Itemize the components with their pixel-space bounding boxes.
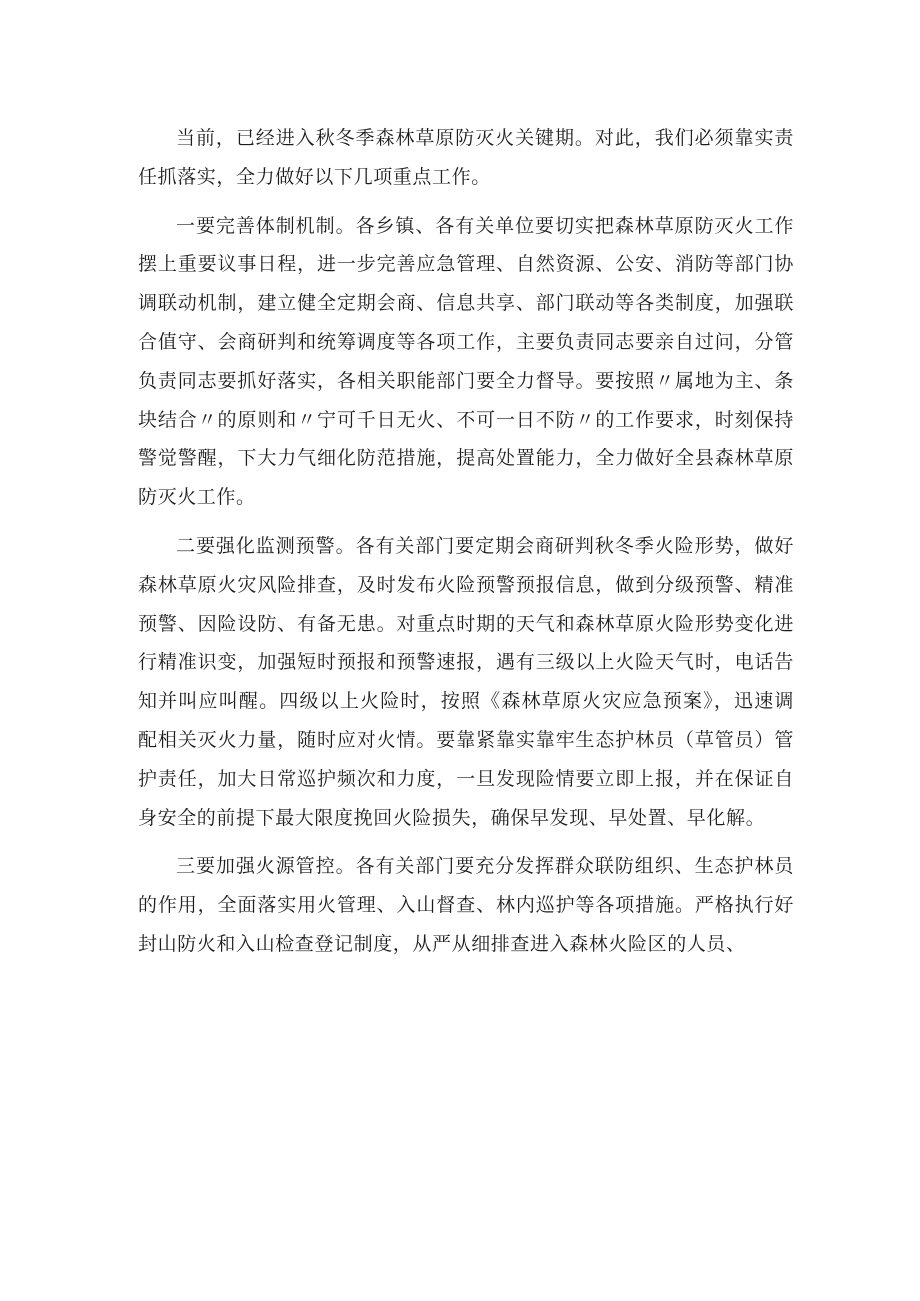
paragraph-fire-source: 三要加强火源管控。各有关部门要充分发挥群众联防组织、生态护林员的作用，全面落实用火管理、入山督查、林内巡护等各项措施。严格执行好封山防火和入山检查登记制度，从严从细排查进入森林火险区的人员、: [138, 855, 794, 955]
paragraph-monitoring: 二要强化监测预警。各有关部门要定期会商研判秋冬季火险形势，做好森林草原火灾风险排查，及时发布火险预警预报信息，做到分级预警、精准预警、因险设防、有备无患。对重点时期的天气和森林草原火险形势变化进行精准识变，加强短时预报和预警速报，遇有三级以上火险天气时，电话告知并叫应叫醒。四级以上火险时，按照《森林草原火灾应急预案》，迅速调配相关灭火力量，随时应对火情。要靠紧靠实靠牢生态护林员（草管员）管护责任，加大日常巡护频次和力度，一旦发现险情要立即上报，并在保证自身安全的前提下最大限度挽回火险损失，确保早发现、早处置、早化解。: [138, 534, 794, 829]
document-body: [138, 119, 794, 974]
paragraph-mechanism: 一要完善体制机制。各乡镇、各有关单位要切实把森林草原防灭火工作摆上重要议事日程，进一步完善应急管理、自然资源、公安、消防等部门协调联动机制，建立健全定期会商、信息共享、部门联动等各类制度，加强联合值守、会商研判和统筹调度等各项工作，主要负责同志要亲自过问，分管负责同志要抓好落实，各相关职能部门要全力督导。要按照〃属地为主、条块结合〃的原则和〃宁可千日无火、不可一日不防〃的工作要求，时刻保持警觉警醒，下大力气细化防范措施，提高处置能力，全力做好全县森林草原防灭火工作。: [138, 214, 794, 509]
paragraph-intro: 当前，已经进入秋冬季森林草原防灭火关键期。对此，我们必须靠实责任抓落实，全力做好以下几项重点工作。: [138, 127, 794, 188]
